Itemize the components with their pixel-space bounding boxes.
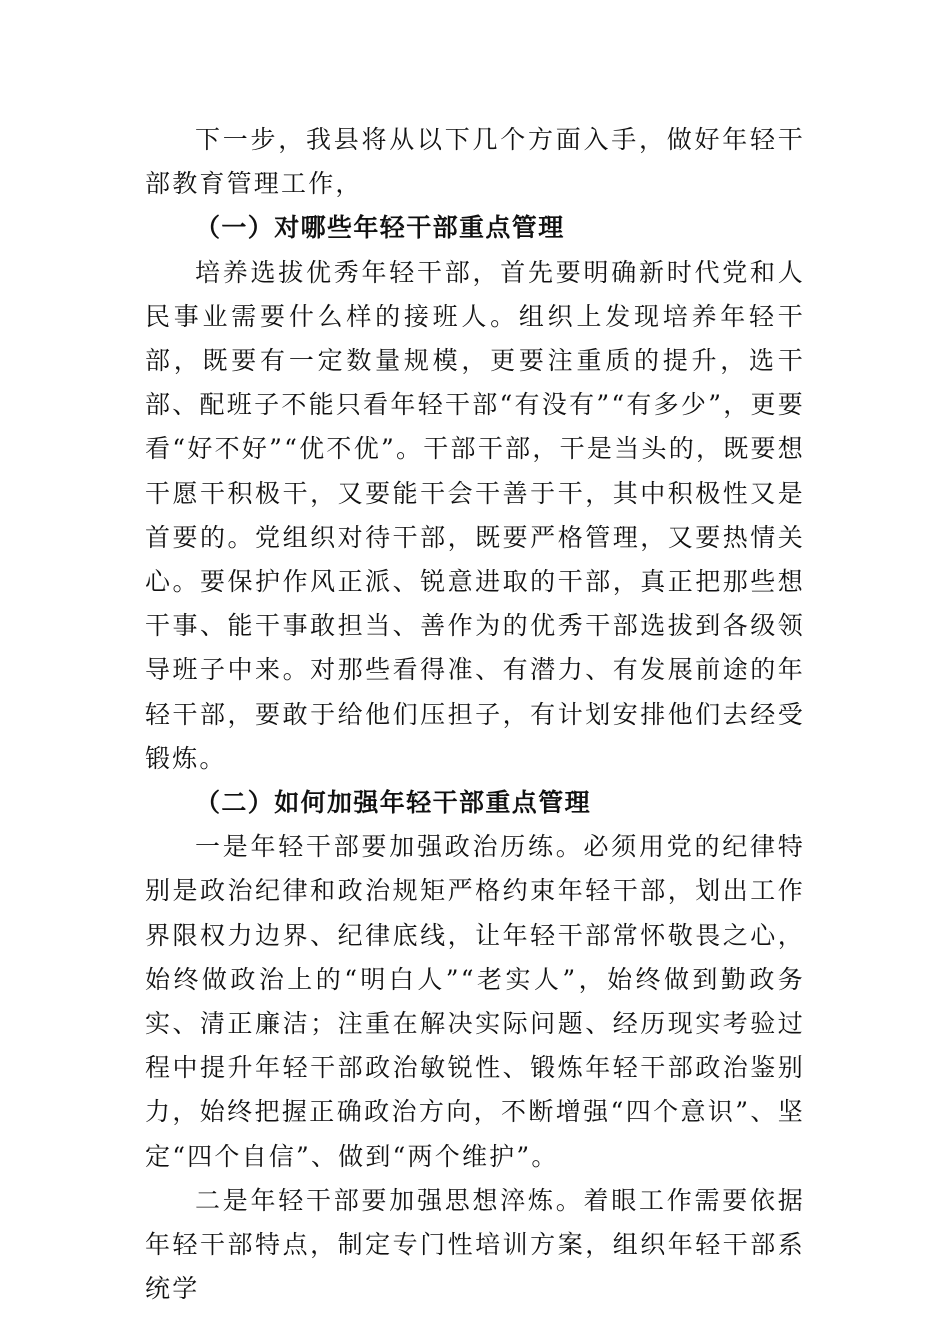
section-1-heading: （一）对哪些年轻干部重点管理 [195, 213, 565, 243]
section-1-paragraph: 培养选拔优秀年轻干部，首先要明确新时代党和人民事业需要什么样的接班人。组织上发现培养年轻干部，既要有一定数量规模，更要注重质的提升，选干部、配班子不能只看年轻干部“有没有”“有多少”，更要看“好不好”“优不优”。干部干部，干是当头的，既要想干愿干积极干，又要能干会干善于干，其中积极性又是首要的。党组织对待干部，既要严格管理，又要热情关心。要保护作风正派、锐意进取的干部，真正把那些想干事、能干事敢担当、善作为的优秀干部选拔到各级领导班子中来。对那些看得准、有潜力、有发展前途的年轻干部，要敢于给他们压担子，有计划安排他们去经受锻炼。 [145, 257, 805, 773]
intro-paragraph: 下一步，我县将从以下几个方面入手，做好年轻干部教育管理工作， [145, 125, 805, 199]
section-2-paragraph-2: 二是年轻干部要加强思想淬炼。着眼工作需要依据年轻干部特点，制定专门性培训方案，组织年轻干部系统学 [145, 1185, 805, 1304]
section-2-paragraph-1: 一是年轻干部要加强政治历练。必须用党的纪律特别是政治纪律和政治规矩严格约束年轻干部，划出工作界限权力边界、纪律底线，让年轻干部常怀敬畏之心，始终做政治上的“明白人”“老实人”，始终做到勤政务实、清正廉洁；注重在解决实际问题、经历现实考验过程中提升年轻干部政治敏锐性、锻炼年轻干部政治鉴别力，始终把握正确政治方向，不断增强“四个意识”、坚定“四个自信”、做到“两个维护”。 [145, 832, 805, 1171]
document-page [145, 118, 805, 1311]
section-2-heading: （二）如何加强年轻干部重点管理 [195, 788, 592, 818]
